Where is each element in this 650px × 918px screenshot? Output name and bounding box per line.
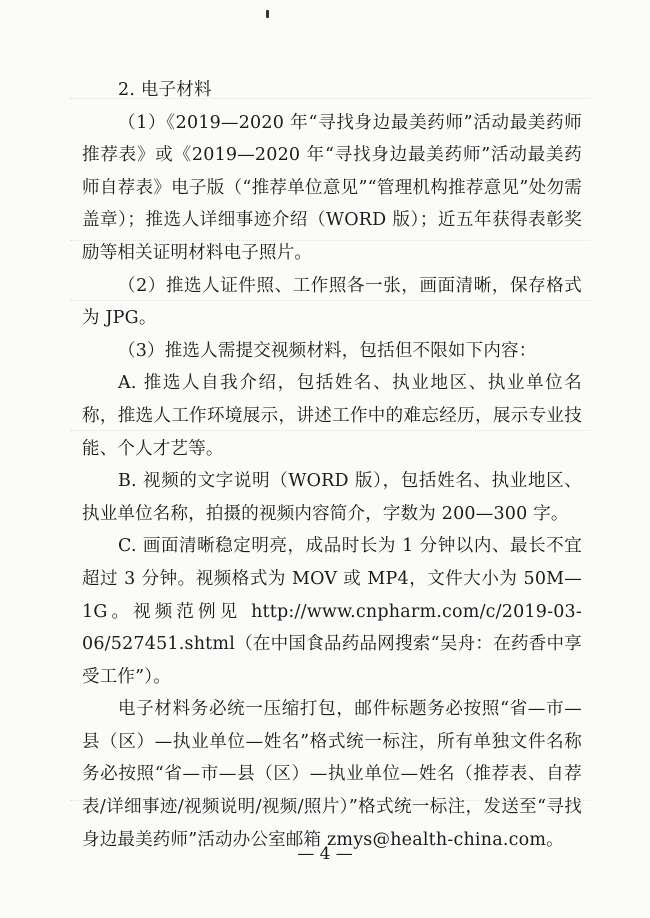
paragraph-item-3: （3）推选人需提交视频材料，包括但不限如下内容：	[118, 340, 537, 361]
paragraph-item-1: （1）《2019—2020 年“寻找身边最美药师”活动最美药师推荐表》或《2019—2020 年“寻找身边最美药师”活动最美药师自荐表》电子版（“推荐单位意见”“管理机构推荐意见”处勿需盖章）；推选人详细事迹介绍（WORD 版）；近五年获得表彰奖励等相关证明材料电子照片。	[82, 112, 582, 263]
section-title: 2. 电子材料	[118, 80, 212, 100]
paragraph-item-c: C. 画面清晰稳定明亮，成品时长为 1 分钟以内、最长不宜超过 3 分钟。视频格式为 MOV 或 MP4，文件大小为 50M—1G。视频范例见 http://www.cnpharm.com/c/2019-03-06/527451.shtml（在中国食品药品网搜索“吴舟：在药香中享受工作”）。	[82, 536, 582, 687]
document-body	[82, 74, 582, 856]
paragraph-packaging-instructions: 电子材料务必统一压缩打包，邮件标题务必按照“省—市—县（区）—执业单位—姓名”格式统一标注，所有单独文件名称务必按照“省—市—县（区）—执业单位—姓名（推荐表、自荐表/详细事迹/视频说明/视频/照片）”格式统一标注，发送至“寻找身边最美药师”活动办公室邮箱 zmys@health-china.com。	[82, 699, 582, 850]
paragraph-item-a: A. 推选人自我介绍，包括姓名、执业地区、执业单位名称，推选人工作环境展示，讲述工作中的难忘经历，展示专业技能、个人才艺等。	[82, 373, 582, 459]
scan-speck	[266, 10, 269, 18]
paragraph-item-2: （2）推选人证件照、工作照各一张，画面清晰，保存格式为 JPG。	[82, 275, 582, 329]
paragraph-item-b: B. 视频的文字说明（WORD 版），包括姓名、执业地区、执业单位名称，拍摄的视频内容简介，字数为 200—300 字。	[82, 471, 582, 524]
page-number: — 4 —	[297, 844, 353, 864]
